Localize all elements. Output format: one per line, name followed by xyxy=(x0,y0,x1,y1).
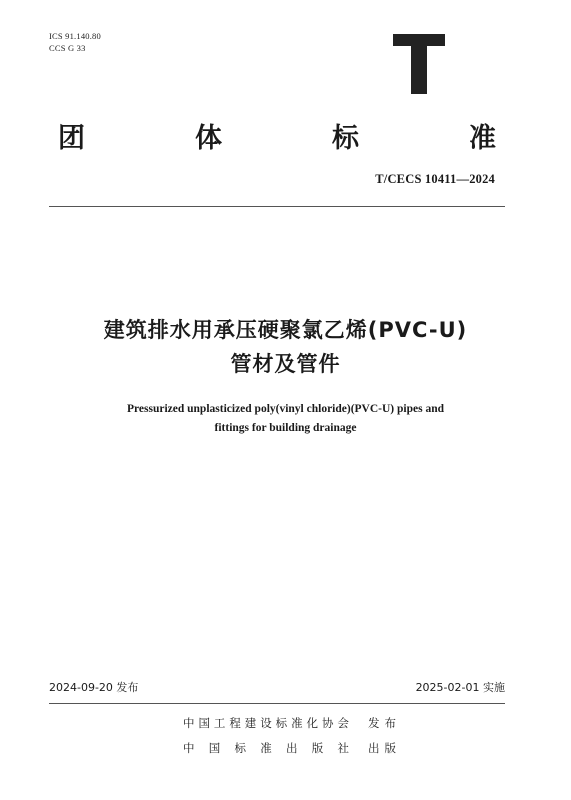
publisher-char: 协 xyxy=(321,716,334,730)
publisher-char: 会 xyxy=(337,716,349,730)
chinese-title-line-1: 建筑排水用承压硬聚氯乙烯(PVC-U) xyxy=(103,318,468,342)
publisher-char: 工 xyxy=(213,716,226,730)
english-title-line-2: fittings for building drainage xyxy=(214,422,357,434)
english-title-line-1: Pressurized unplasticized poly(vinyl chloride)(PVC-U) pipes and xyxy=(126,403,444,415)
publisher-char: 出 xyxy=(286,741,298,755)
chinese-title-line-2: 管材及管件 xyxy=(230,352,341,376)
publisher-char: 版 xyxy=(311,741,324,755)
publisher-name xyxy=(183,740,349,756)
publisher-char: 化 xyxy=(306,716,318,730)
publisher-char: 准 xyxy=(260,741,272,755)
action-char: 发 xyxy=(368,716,380,730)
ics-code: ICS 91.140.80 xyxy=(49,31,101,41)
action-char: 版 xyxy=(384,741,396,755)
standard-category-heading xyxy=(58,118,496,152)
ccs-code: CCS G 33 xyxy=(49,43,86,53)
heading-char: 团 xyxy=(58,122,85,154)
publisher-char: 准 xyxy=(291,716,303,730)
publisher-char: 程 xyxy=(229,716,241,730)
group-standard-t-mark xyxy=(393,34,445,94)
standard-code: T/CECS 10411—2024 xyxy=(375,172,495,186)
heading-char: 准 xyxy=(469,122,496,154)
heading-char: 标 xyxy=(332,122,359,154)
publisher-char: 标 xyxy=(234,741,246,755)
divider-top xyxy=(49,206,505,207)
publisher-char: 标 xyxy=(275,716,288,730)
publisher-name xyxy=(183,715,349,731)
publisher-char: 国 xyxy=(208,741,221,755)
publisher-char: 中 xyxy=(183,741,195,755)
publisher-char: 建 xyxy=(244,716,257,730)
action-char: 布 xyxy=(384,716,396,730)
publisher-action xyxy=(368,715,396,731)
heading-char: 体 xyxy=(195,122,222,154)
publisher-char: 国 xyxy=(198,716,210,730)
issue-date: 2024-09-20 发布 xyxy=(49,681,139,694)
implementation-date: 2025-02-01 实施 xyxy=(415,681,505,694)
publisher-char: 中 xyxy=(183,716,195,730)
publisher-char: 社 xyxy=(337,741,349,755)
publisher-action xyxy=(368,740,396,756)
divider-bottom xyxy=(49,703,505,704)
action-char: 出 xyxy=(368,741,380,755)
publisher-char: 设 xyxy=(260,716,272,730)
